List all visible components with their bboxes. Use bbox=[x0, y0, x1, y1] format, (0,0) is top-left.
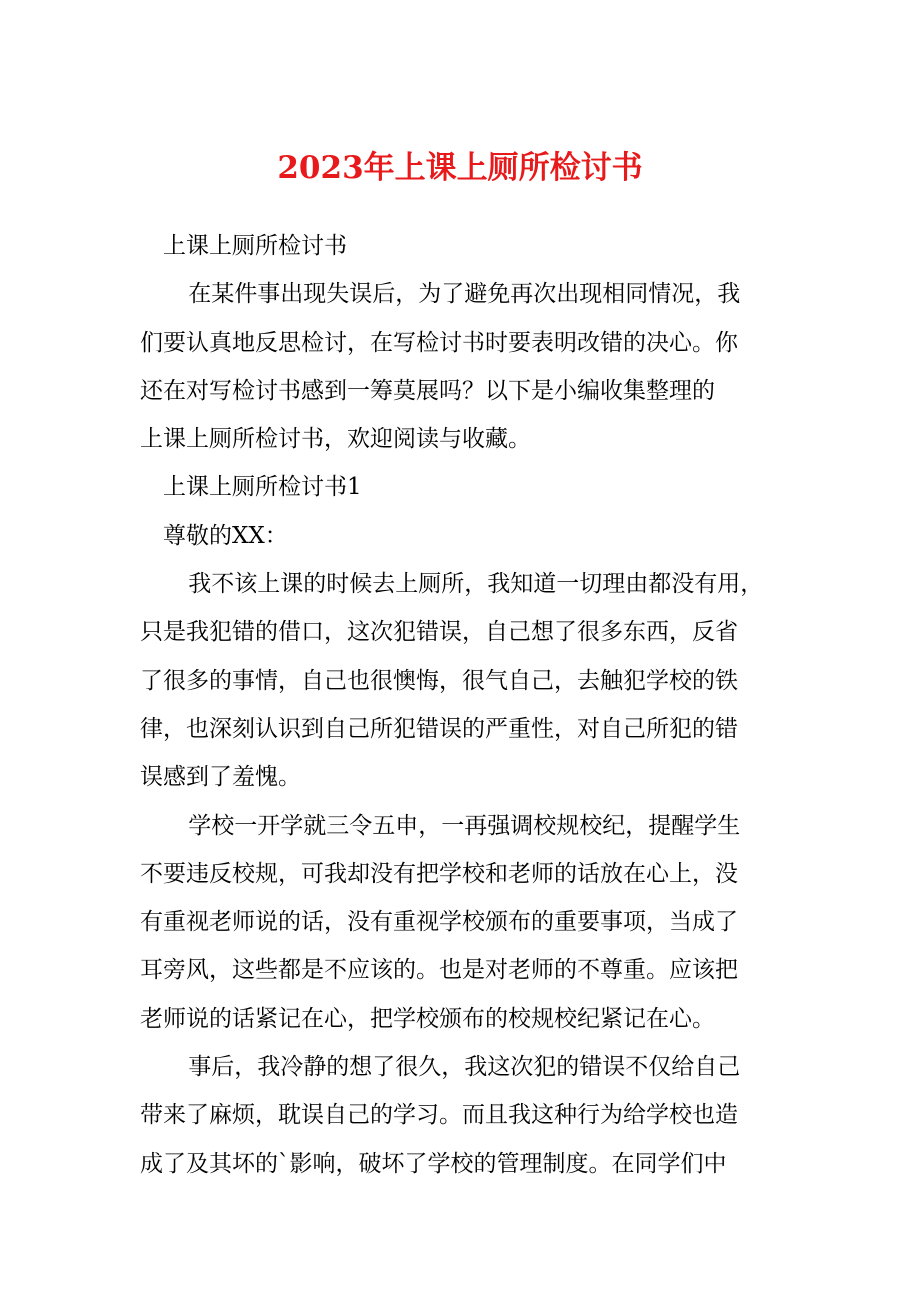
document-title: 2023年上课上厕所检讨书 bbox=[277, 150, 643, 186]
section-heading-line: 上课上厕所检讨书1 bbox=[163, 474, 362, 501]
document-heading bbox=[140, 222, 788, 270]
paragraph-line: 还在对写检讨书感到一筹莫展吗？以下是小编收集整理的 bbox=[140, 377, 715, 404]
paragraph-line: 误感到了羞愧。 bbox=[140, 764, 301, 791]
paragraph-line: 在某件事出现失误后，为了避免再次出现相同情况，我 bbox=[188, 281, 741, 308]
paragraph-line: 成了及其坏的`影响，破坏了学校的管理制度。在同学们中 bbox=[140, 1150, 727, 1177]
paragraph-line: 带来了麻烦，耽误自己的学习。而且我这种行为给学校也造 bbox=[140, 1102, 738, 1129]
paragraph-line: 律，也深刻认识到自己所犯错误的严重性，对自己所犯的错 bbox=[140, 715, 738, 742]
paragraph-line: 有重视老师说的话，没有重视学校颁布的重要事项，当成了 bbox=[140, 909, 738, 936]
paragraph-line: 学校一开学就三令五申，一再强调校规校纪，提醒学生 bbox=[188, 812, 741, 839]
salutation bbox=[140, 512, 788, 560]
document-body bbox=[140, 222, 788, 1188]
paragraph-line: 上课上厕所检讨书，欢迎阅读与收藏。 bbox=[140, 426, 531, 453]
body-paragraph-2 bbox=[140, 802, 788, 1043]
salutation-line: 尊敬的XX： bbox=[163, 522, 288, 549]
body-paragraph-1 bbox=[140, 560, 788, 801]
paragraph-line: 老师说的话紧记在心，把学校颁布的校规校纪紧记在心。 bbox=[140, 1005, 715, 1032]
section-heading bbox=[140, 463, 788, 511]
paragraph-line: 不要违反校规，可我却没有把学校和老师的话放在心上，没 bbox=[140, 860, 738, 887]
paragraph-line: 只是我犯错的借口，这次犯错误，自己想了很多东西，反省 bbox=[140, 619, 738, 646]
paragraph-line: 事后，我冷静的想了很久，我这次犯的错误不仅给自己 bbox=[188, 1054, 741, 1081]
paragraph-line: 了很多的事情，自己也很懊悔，很气自己，去触犯学校的铁 bbox=[140, 667, 738, 694]
paragraph-line: 我不该上课的时候去上厕所，我知道一切理由都没有用， bbox=[188, 571, 764, 598]
paragraph-line: 耳旁风，这些都是不应该的。也是对老师的不尊重。应该把 bbox=[140, 957, 738, 984]
paragraph-line: 们要认真地反思检讨，在写检讨书时要表明改错的决心。你 bbox=[140, 329, 738, 356]
body-paragraph-3 bbox=[140, 1043, 788, 1188]
heading-line: 上课上厕所检讨书 bbox=[163, 233, 347, 259]
intro-paragraph bbox=[140, 270, 788, 463]
